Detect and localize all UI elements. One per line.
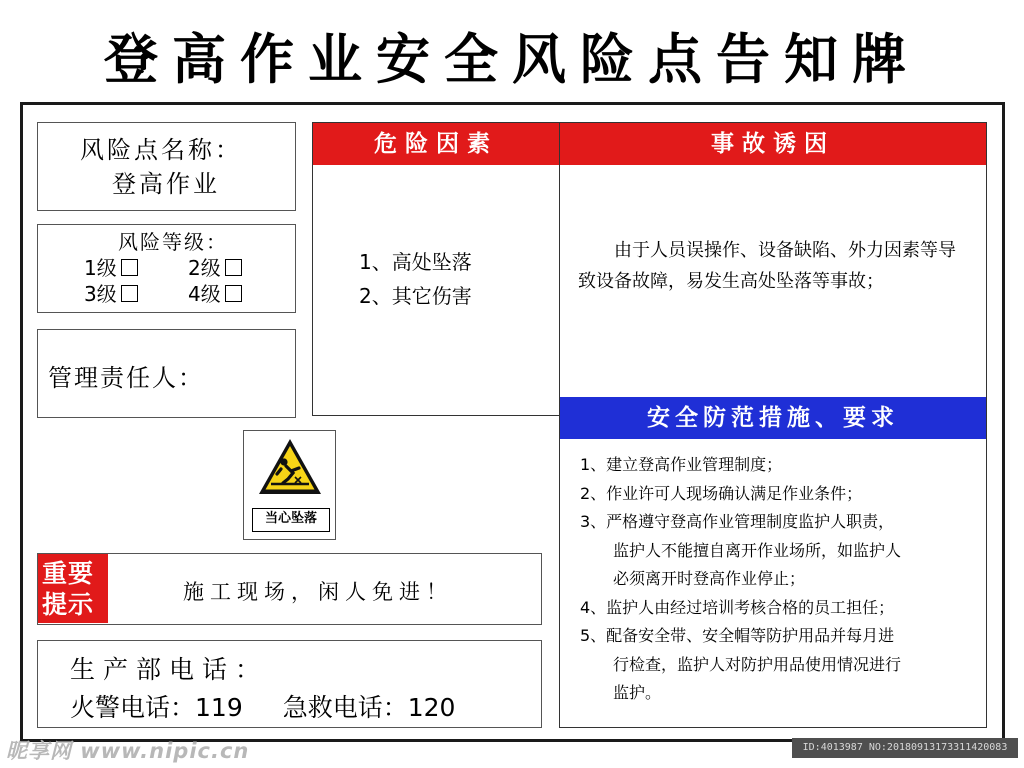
checkbox-icon bbox=[225, 259, 242, 276]
risk-name-label: 风险点名称： bbox=[80, 136, 242, 164]
risk-level-box bbox=[37, 224, 296, 313]
hazard-panel bbox=[312, 122, 560, 416]
fall-warning-icon bbox=[257, 437, 323, 497]
phone-box bbox=[37, 640, 542, 728]
measure-line: 5、配备安全带、安全帽等防护用品并每月进 bbox=[580, 626, 895, 645]
risk-level-label: 风险等级： bbox=[118, 230, 228, 254]
dept-phone-label: 生产部电话： bbox=[70, 655, 269, 684]
measure-line: 4、监护人由经过培训考核合格的员工担任； bbox=[580, 597, 895, 617]
risk-level-option: 3级 bbox=[84, 281, 188, 307]
hazard-item: 1、高处坠落 bbox=[359, 250, 472, 274]
measure-line: 行检查，监护人对防护用品使用情况进行 bbox=[613, 654, 902, 674]
checkbox-icon bbox=[121, 285, 138, 302]
page-title: 登高作业安全风险点告知牌 bbox=[104, 28, 920, 91]
hazard-header: 危险因素 bbox=[313, 123, 559, 165]
manager-box bbox=[37, 329, 296, 418]
measure-line: 2、作业许可人现场确认满足作业条件； bbox=[580, 483, 863, 503]
warning-sign-label: 当心坠落 bbox=[252, 508, 330, 532]
hazard-list bbox=[313, 165, 559, 313]
measure-line: 监护。 bbox=[613, 683, 662, 702]
cause-panel bbox=[559, 122, 987, 728]
watermark-logo: 昵享网 www.nipic.cn bbox=[6, 739, 250, 763]
checkbox-icon bbox=[121, 259, 138, 276]
risk-name-value: 登高作业 bbox=[112, 170, 220, 198]
aid-phone-label: 急救电话： bbox=[282, 693, 408, 722]
measure-line: 1、建立登高作业管理制度； bbox=[580, 455, 783, 474]
cause-text: 由于人员误操作、设备缺陷、外力因素等导致设备故障，易发生高处坠落等事故； bbox=[578, 240, 956, 292]
manager-label: 管理责任人： bbox=[48, 364, 204, 392]
measures-header: 安全防范措施、要求 bbox=[560, 397, 986, 439]
measure-line: 必须离开时登高作业停止； bbox=[613, 569, 806, 588]
measure-line: 监护人不能擅自离开作业场所，如监护人 bbox=[613, 540, 902, 560]
warning-sign bbox=[243, 430, 336, 540]
risk-level-option: 1级 bbox=[84, 255, 188, 281]
important-notice bbox=[37, 553, 542, 625]
measure-line: 3、严格遵守登高作业管理制度监护人职责， bbox=[580, 512, 895, 531]
cause-header: 事故诱因 bbox=[560, 123, 986, 165]
checkbox-icon bbox=[225, 285, 242, 302]
hazard-item: 2、其它伤害 bbox=[359, 284, 472, 308]
fire-phone-label: 火警电话： bbox=[70, 693, 196, 722]
notice-text: 施工现场，闲人免进！ bbox=[183, 580, 453, 604]
measures-list bbox=[560, 439, 986, 708]
notice-badge: 重要 提示 bbox=[38, 554, 108, 623]
watermark-id: ID:4013987 NO:20180913173311420083 bbox=[792, 738, 1018, 758]
aid-phone-number: 120 bbox=[407, 693, 456, 722]
fire-phone-number: 119 bbox=[195, 693, 243, 722]
risk-level-option: 4级 bbox=[188, 281, 292, 307]
emergency-phones bbox=[70, 689, 541, 727]
risk-level-option: 2级 bbox=[188, 255, 292, 281]
risk-name-box bbox=[37, 122, 296, 211]
